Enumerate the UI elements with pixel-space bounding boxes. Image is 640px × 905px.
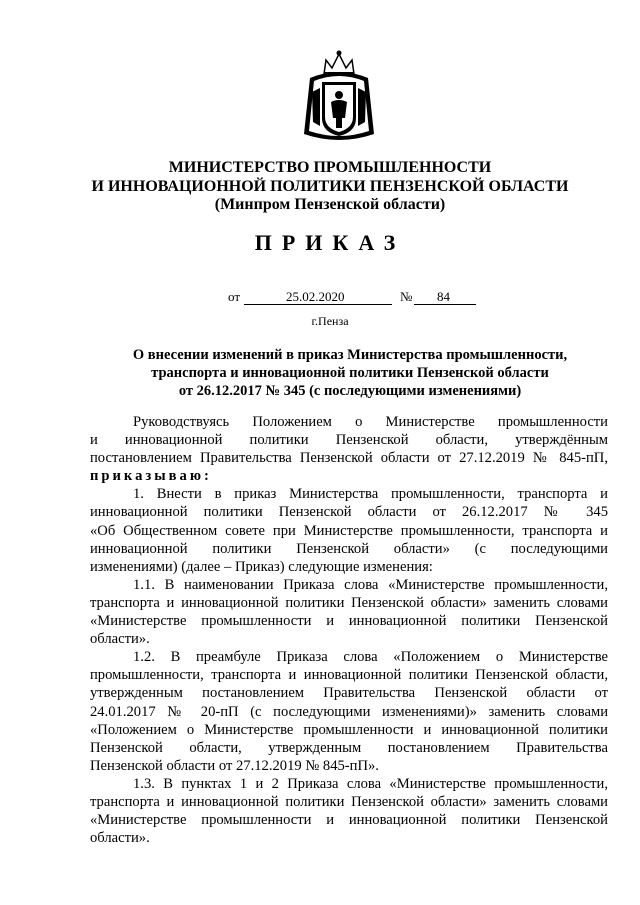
city: г.Пенза [311,314,349,328]
subject-line3: от 26.12.2017 № 345 (с последующими изменениями) [178,383,522,399]
body-line: изменениями) (далее – Приказ) следующие изменения: [90,558,433,575]
body-line: «Об Общественном совете при Министерстве промышленности, транспорта и [90,522,608,539]
body-line: Пензенской области от 27.12.2019 № 845-пП». [90,757,379,774]
body-line: утвержденным постановлением Правительства Пензенской области от [90,685,608,702]
body-line: 1.2. В преамбуле Приказа слова «Положением о Министерстве [133,649,608,666]
document-number: 84 [437,289,450,304]
ministry-short-name: (Минпром Пензенской области) [214,196,446,213]
document-body [90,413,608,847]
body-line: и инновационной политики Пензенской области, утверждённым [90,432,608,449]
body-line: транспорта и инновационной политики Пензенской области» заменить словами [90,594,608,611]
body-line: инновационной политики Пензенской области» (с последующими [90,540,608,557]
body-line: постановлением Правительства Пензенской области от 27.12.2019 № 845-пП, [90,450,608,467]
body-line: 1.1. В наименовании Приказа слова «Министерстве промышленности, [133,576,608,593]
document-date: 25.02.2020 [286,289,345,304]
body-line: 1. Внести в приказ Министерства промышленности, транспорта и [133,486,608,503]
subject-line1: О внесении изменений в приказ Министерства промышленности, [132,347,568,363]
body-line: 24.01.2017 № 20-пП (с последующими изменениями)» заменить словами [90,703,608,720]
body-line: «Положением о Министерстве промышленности и инновационной политики [90,721,608,738]
number-prefix: № [400,289,413,304]
date-prefix: от [228,289,241,304]
body-line: «Министерстве промышленности и инновационной политики Пензенской [90,613,608,630]
body-line: Пензенской области, утвержденным постановлением Правительства [90,739,608,756]
body-line: промышленности, транспорта и инновационной политики Пензенской области, [90,667,608,684]
document-type-title: ПРИКАЗ [254,230,406,255]
body-line: инновационной политики Пензенской области от 26.12.2017 № 345 [90,504,608,521]
body-line: области». [90,830,150,847]
body-line-order-word: приказываю: [90,468,212,485]
body-line: транспорта и инновационной политики Пензенской области» заменить словами [90,793,608,810]
body-line: Руководствуясь Положением о Министерстве промышленности [133,414,608,430]
penza-coat-of-arms-emblem [300,48,378,146]
body-line: области». [90,631,150,648]
ministry-name-line2: И ИННОВАЦИОННОЙ ПОЛИТИКИ ПЕНЗЕНСКОЙ ОБЛАСТИ [91,178,569,195]
body-line: «Министерстве промышленности и инновационной политики Пензенской [90,812,608,829]
ministry-name-line1: МИНИСТЕРСТВО ПРОМЫШЛЕННОСТИ [168,159,492,176]
subject-line2: транспорта и инновационной политики Пензенской области [151,365,549,381]
body-line: 1.3. В пунктах 1 и 2 Приказа слова «Министерстве промышленности, [133,775,608,792]
